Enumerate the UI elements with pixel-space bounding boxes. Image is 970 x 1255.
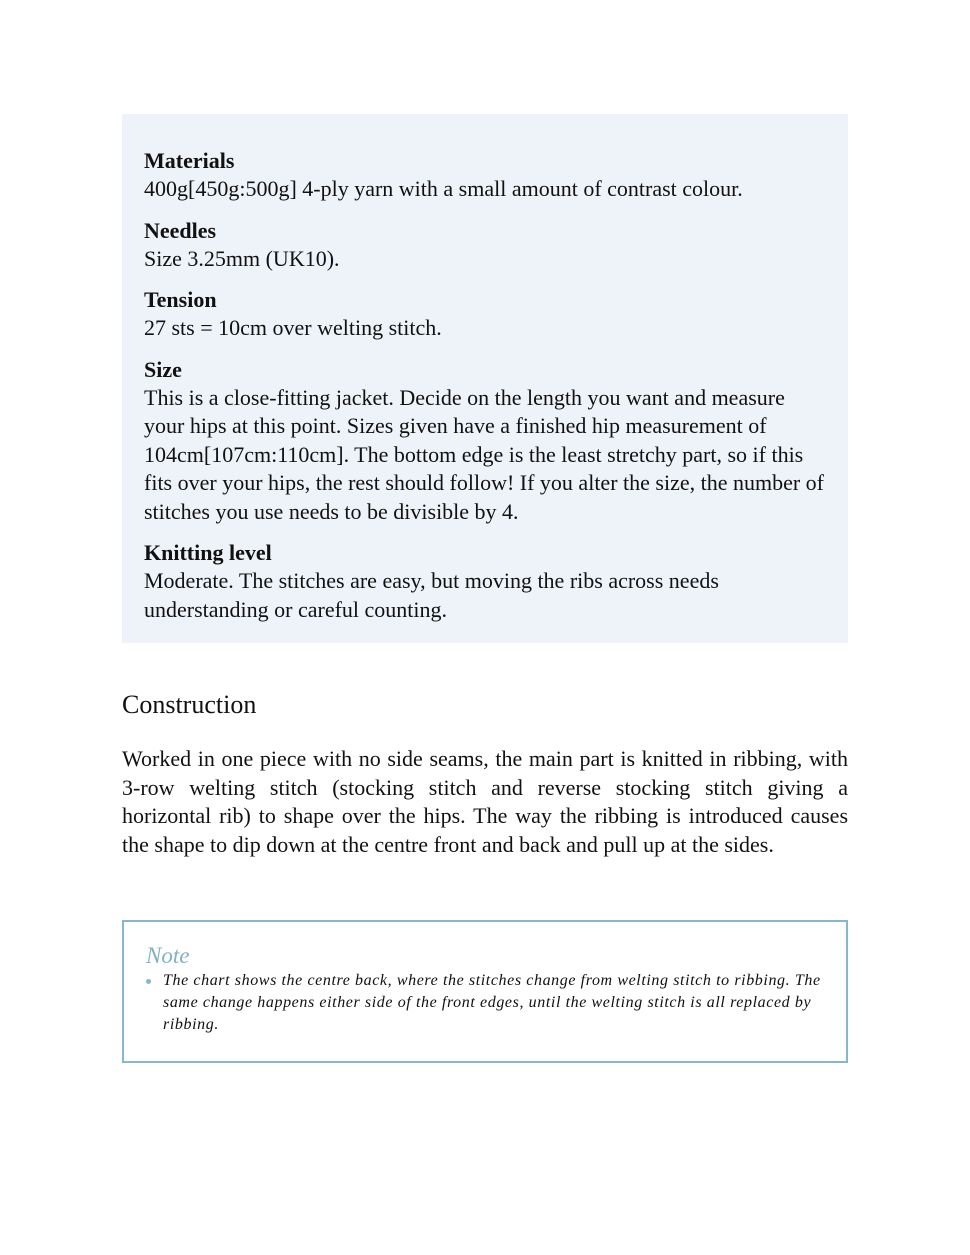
knitting-level-text: Moderate. The stitches are easy, but moving the ribs across needs understanding or careful counting. (144, 568, 719, 622)
note-heading: Note (146, 943, 190, 968)
materials-heading: Materials (144, 148, 235, 173)
bullet-icon (146, 979, 151, 984)
needles-text: Size 3.25mm (UK10). (144, 245, 340, 271)
construction-heading: Construction (122, 690, 257, 719)
knitting-level-heading: Knitting level (144, 540, 272, 565)
note-item (146, 970, 824, 1036)
specifications-box (122, 114, 848, 643)
size-heading: Size (144, 356, 182, 382)
size-text: This is a close-fitting jacket. Decide on the length you want and measure your hips at this point. Sizes given have a finished hip measurement of 104cm[107cm:110cm]. The bottom edge is the least stretchy part, so if this fits over your hips, the rest should follow! If you alter the size, the number of stitches you use needs to be divisible by 4. (144, 384, 825, 524)
needles-heading: Needles (144, 217, 217, 243)
tension-text: 27 sts = 10cm over welting stitch. (144, 315, 442, 340)
tension-heading: Tension (144, 287, 217, 312)
materials-text: 400g[450g:500g] 4-ply yarn with a small amount of contrast colour. (144, 176, 743, 201)
note-text: The chart shows the centre back, where the stitches change from welting stitch to ribbing. The same change happens either side of the front edges, until the welting stitch is all replaced by ribbing. (163, 972, 821, 1033)
construction-paragraph: Worked in one piece with no side seams, the main part is knitted in ribbing, with 3-row welting stitch (stocking stitch and reverse stocking stitch giving a horizontal rib) to shape over the hips. The way the ribbing is introduced causes the shape to dip down at the centre front and back and pull up at the sides. (122, 746, 848, 858)
note-box (122, 920, 848, 1063)
